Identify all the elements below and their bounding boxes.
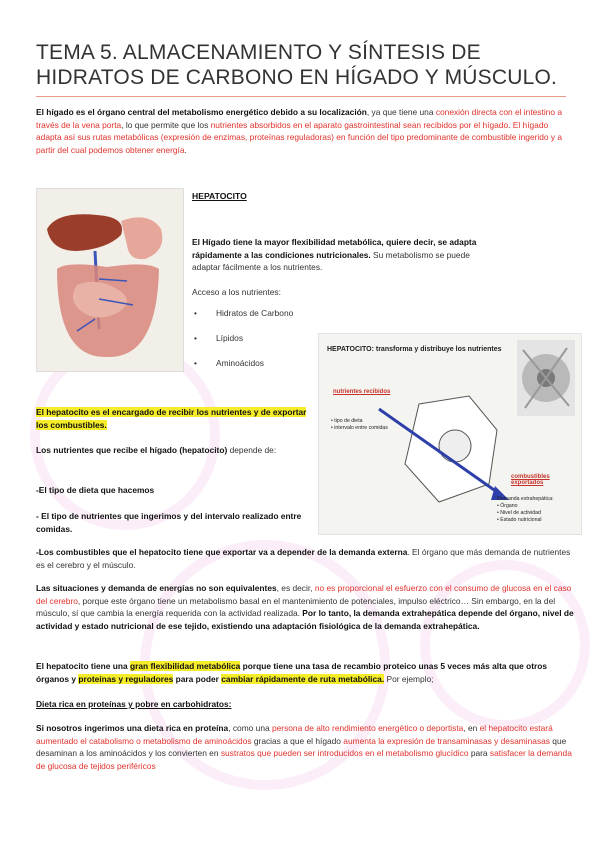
text: depende de: <box>227 445 277 455</box>
bold-text: Por lo tanto, la demanda extrahepática depende del órgano, nivel de actividad y estado nutricional de ese tejido, existiendo una adaptación fisiológica de la demanda extrahepática. <box>36 608 574 631</box>
liver-shape <box>47 214 122 251</box>
slide-exported-label: combustibles exportados <box>511 474 550 486</box>
stomach-shape <box>121 217 162 259</box>
highlighted-text: proteínas y reguladores <box>78 673 174 684</box>
hepatocito-slide-image <box>318 333 582 535</box>
paragraph-energy-demand <box>36 582 576 632</box>
red-text: el hepatocito estará aumentado el catabolismo o metabolismo de aminoácidos <box>36 723 553 746</box>
text: , porque este órgano tiene un metabolismo basal en el mantenimiento de potenciales, impulso eléctrico… Sin embargo, en la del músculo, sí que cambia la energía requerida con la actividad realizada. <box>36 595 556 619</box>
hepatocito-bold: El Hígado tiene la mayor flexibilidad metabólica, quiere decir, se adapta rápidamente a las condiciones nutricionales. <box>192 237 477 260</box>
intro-text: . <box>508 119 513 130</box>
intro-text: . <box>184 144 187 155</box>
bold-text: -Los combustibles que el hepatocito tiene que exportar va a depender de la demanda externa <box>36 547 408 557</box>
intro-red: El hígado adapta así sus rutas metabólicas (expresión de enzimas, proteínas reguladoras) en función del tipo predominante de combustible ingerido y a partir del cual podemos obtener energía <box>36 119 563 155</box>
text: Por ejemplo; <box>384 673 434 684</box>
list-item: • Lípidos <box>190 333 320 343</box>
page-title: TEMA 5. ALMACENAMIENTO Y SÍNTESIS DE HIDRATOS DE CARBONO EN HÍGADO Y MÚSCULO. <box>36 41 558 89</box>
nutrient-list <box>190 308 320 383</box>
bold-text: El hepatocito tiene una <box>36 661 130 671</box>
paragraph-metabolic-flexibility <box>36 660 576 685</box>
intro-paragraph <box>36 106 566 156</box>
text: gracias a que el hígado <box>251 735 344 746</box>
paragraph-hepatocito-role <box>36 406 308 431</box>
highlighted-text: gran flexibilidad metabólica <box>130 661 241 671</box>
red-text: persona de alto rendimiento energético o deportista <box>271 723 464 733</box>
slide-demand-list: Demanda extrahepática: • Órgano • Nivel de actividad • Estado nutricional <box>497 496 554 523</box>
paragraph-exported-fuels <box>36 546 576 571</box>
red-text: no es proporcional el esfuerzo con el consumo de glucosa en el caso del cerebro <box>36 583 572 606</box>
intro-text: , lo que permite que los <box>121 119 211 130</box>
text: que desaminan a los aminoácidos y los convierten en <box>36 735 567 759</box>
acceso-label: Acceso a los nutrientes: <box>192 287 281 297</box>
list-item: • Hidratos de Carbono <box>190 308 320 318</box>
intro-red: conexión directa con el intestino a través de la vena porta <box>36 107 562 130</box>
text: , como una <box>228 723 272 733</box>
hepatocito-heading: HEPATOCITO <box>192 191 247 201</box>
red-text: satisfacer la demanda de glucosa de tejidos periféricos <box>36 748 572 771</box>
paragraph-nutrients <box>36 444 308 457</box>
intro-bold: El hígado es el órgano central del metabolismo energético debido a su localización <box>36 107 367 117</box>
paragraph-protein-diet <box>36 722 576 772</box>
paragraph-diet-type: -El tipo de dieta que hacemos <box>36 485 155 495</box>
red-text: sustratos que pueden ser introducidos en el metabolismo glucídico <box>220 748 469 759</box>
list-item: • Aminoácidos <box>190 358 320 368</box>
digestive-system-drawing <box>37 189 183 371</box>
intro-text: , ya que tiene una <box>366 107 436 117</box>
text: , en <box>463 723 480 733</box>
text: , es decir, <box>276 583 315 593</box>
hepatocito-paragraph <box>192 236 492 274</box>
bold-text: Si nosotros ingerimos una dieta rica en proteína <box>36 723 229 733</box>
slide-received-list: • tipo de dieta • intervalo entre comidas <box>331 418 388 431</box>
subheading-protein-diet: Dieta rica en proteínas y pobre en carbohidratos: <box>36 699 232 709</box>
bold-text: porque tiene una tasa de recambio proteico unas 5 veces más alta que otros órganos y <box>36 661 548 684</box>
bold-text: para poder <box>173 673 222 684</box>
highlighted-text: cambiar rápidamente de ruta metabólica. <box>221 673 385 684</box>
paragraph-nutrient-interval: - El tipo de nutrientes que ingerimos y del intervalo realizado entre comidas. <box>36 511 302 534</box>
text: para <box>468 748 490 759</box>
digestive-system-illustration <box>36 188 184 372</box>
bold-text: Las situaciones y demanda de energías no son equivalentes <box>36 583 277 593</box>
hepatocito-text: Su metabolismo se puede adaptar fácilmente a los nutrientes. <box>192 249 470 273</box>
highlighted-text: El hepatocito es el encargado de recibir los nutrientes y de exportar los combustibles. <box>36 407 307 430</box>
intro-red: nutrientes absorbidos en el aparato gastrointestinal sean recibidos por el hígado <box>210 119 509 130</box>
slide-title: HEPATOCITO: transforma y distribuye los nutrientes <box>327 346 502 353</box>
text: . El órgano que más demanda de nutrientes es el cerebro y el músculo. <box>36 547 571 570</box>
red-text: aumenta la expresión de transaminasas y desaminasas <box>343 735 550 746</box>
title-underline <box>36 96 566 97</box>
bold-text: Los nutrientes que recibe el hígado (hepatocito) <box>36 445 228 455</box>
slide-received-label: nutrientes recibidos <box>333 389 391 395</box>
